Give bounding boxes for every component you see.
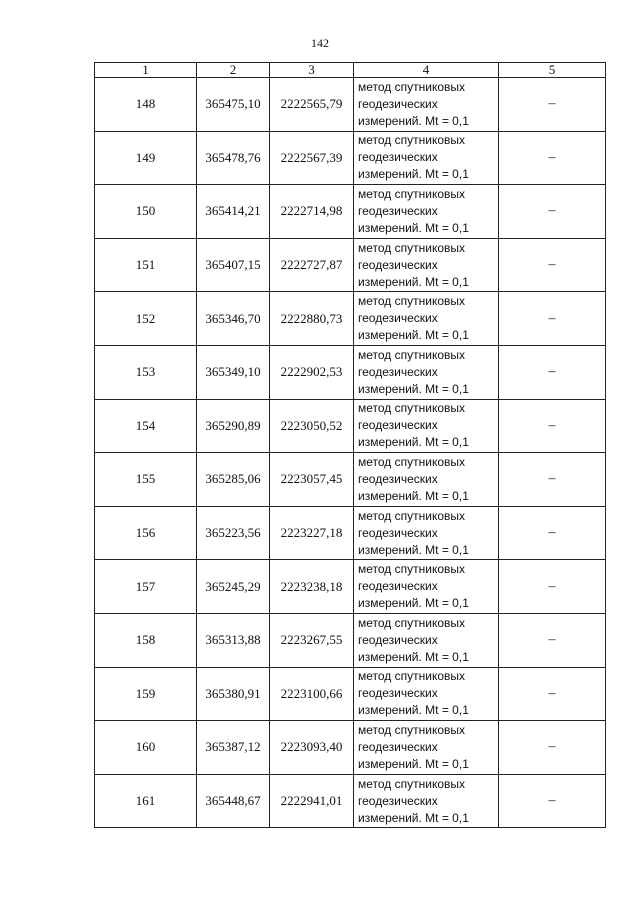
cell-coordinate-x: 365475,10 [197,78,270,132]
cell-coordinate-x: 365448,67 [197,774,270,828]
cell-method: метод спутниковых геодезических измерений. Mt = 0,1 [354,399,499,453]
table-row [95,399,606,453]
cell-coordinate-y: 2222880,73 [270,292,354,346]
table-body [95,78,606,828]
cell-note: – [499,399,606,453]
cell-point-number: 149 [95,131,197,185]
cell-point-number: 156 [95,506,197,560]
table-row [95,667,606,721]
cell-method: метод спутниковых геодезических измерений. Mt = 0,1 [354,453,499,507]
cell-method: метод спутниковых геодезических измерений. Mt = 0,1 [354,506,499,560]
table-row [95,721,606,775]
cell-note: – [499,345,606,399]
cell-coordinate-y: 2223267,55 [270,613,354,667]
page-number: 142 [311,36,329,50]
column-header-1: 1 [95,63,197,78]
cell-coordinate-y: 2223238,18 [270,560,354,614]
cell-coordinate-x: 365346,70 [197,292,270,346]
cell-point-number: 158 [95,613,197,667]
cell-note: – [499,721,606,775]
cell-method: метод спутниковых геодезических измерений. Mt = 0,1 [354,345,499,399]
cell-point-number: 157 [95,560,197,614]
cell-coordinate-y: 2223057,45 [270,453,354,507]
cell-note: – [499,453,606,507]
cell-note: – [499,560,606,614]
cell-coordinate-x: 365285,06 [197,453,270,507]
cell-coordinate-x: 365387,12 [197,721,270,775]
cell-note: – [499,131,606,185]
cell-coordinate-y: 2222714,98 [270,185,354,239]
cell-coordinate-x: 365245,29 [197,560,270,614]
cell-coordinate-x: 365313,88 [197,613,270,667]
cell-point-number: 150 [95,185,197,239]
cell-method: метод спутниковых геодезических измерений. Mt = 0,1 [354,721,499,775]
cell-coordinate-y: 2222941,01 [270,774,354,828]
column-header-3: 3 [270,63,354,78]
cell-coordinate-y: 2222567,39 [270,131,354,185]
cell-coordinate-x: 365414,21 [197,185,270,239]
cell-method: метод спутниковых геодезических измерений. Mt = 0,1 [354,560,499,614]
cell-coordinate-y: 2223100,66 [270,667,354,721]
cell-coordinate-y: 2223050,52 [270,399,354,453]
cell-coordinate-y: 2222727,87 [270,238,354,292]
cell-point-number: 155 [95,453,197,507]
cell-note: – [499,506,606,560]
cell-coordinate-x: 365478,76 [197,131,270,185]
cell-method: метод спутниковых геодезических измерений. Mt = 0,1 [354,292,499,346]
cell-point-number: 161 [95,774,197,828]
cell-coordinate-y: 2222565,79 [270,78,354,132]
cell-point-number: 153 [95,345,197,399]
table-row [95,238,606,292]
cell-method: метод спутниковых геодезических измерений. Mt = 0,1 [354,774,499,828]
table-row [95,78,606,132]
table-header-row [95,63,606,78]
cell-note: – [499,78,606,132]
table-row [95,345,606,399]
cell-coordinate-x: 365407,15 [197,238,270,292]
table-row [95,774,606,828]
table-row [95,560,606,614]
cell-method: метод спутниковых геодезических измерений. Mt = 0,1 [354,185,499,239]
column-header-4: 4 [354,63,499,78]
column-header-5: 5 [499,63,606,78]
cell-point-number: 159 [95,667,197,721]
cell-point-number: 160 [95,721,197,775]
table-row [95,131,606,185]
cell-note: – [499,185,606,239]
column-header-2: 2 [197,63,270,78]
cell-method: метод спутниковых геодезических измерений. Mt = 0,1 [354,613,499,667]
cell-point-number: 154 [95,399,197,453]
cell-coordinate-x: 365380,91 [197,667,270,721]
table-row [95,292,606,346]
cell-point-number: 148 [95,78,197,132]
cell-coordinate-y: 2222902,53 [270,345,354,399]
table-row [95,506,606,560]
cell-method: метод спутниковых геодезических измерений. Mt = 0,1 [354,238,499,292]
cell-coordinate-x: 365290,89 [197,399,270,453]
cell-coordinate-y: 2223227,18 [270,506,354,560]
table-row [95,185,606,239]
table-row [95,613,606,667]
cell-note: – [499,774,606,828]
cell-note: – [499,667,606,721]
cell-method: метод спутниковых геодезических измерений. Mt = 0,1 [354,131,499,185]
cell-method: метод спутниковых геодезических измерений. Mt = 0,1 [354,667,499,721]
cell-coordinate-x: 365349,10 [197,345,270,399]
cell-point-number: 152 [95,292,197,346]
cell-note: – [499,613,606,667]
coordinates-table [94,62,606,828]
cell-point-number: 151 [95,238,197,292]
cell-method: метод спутниковых геодезических измерений. Mt = 0,1 [354,78,499,132]
table-row [95,453,606,507]
cell-coordinate-x: 365223,56 [197,506,270,560]
cell-coordinate-y: 2223093,40 [270,721,354,775]
cell-note: – [499,238,606,292]
cell-note: – [499,292,606,346]
